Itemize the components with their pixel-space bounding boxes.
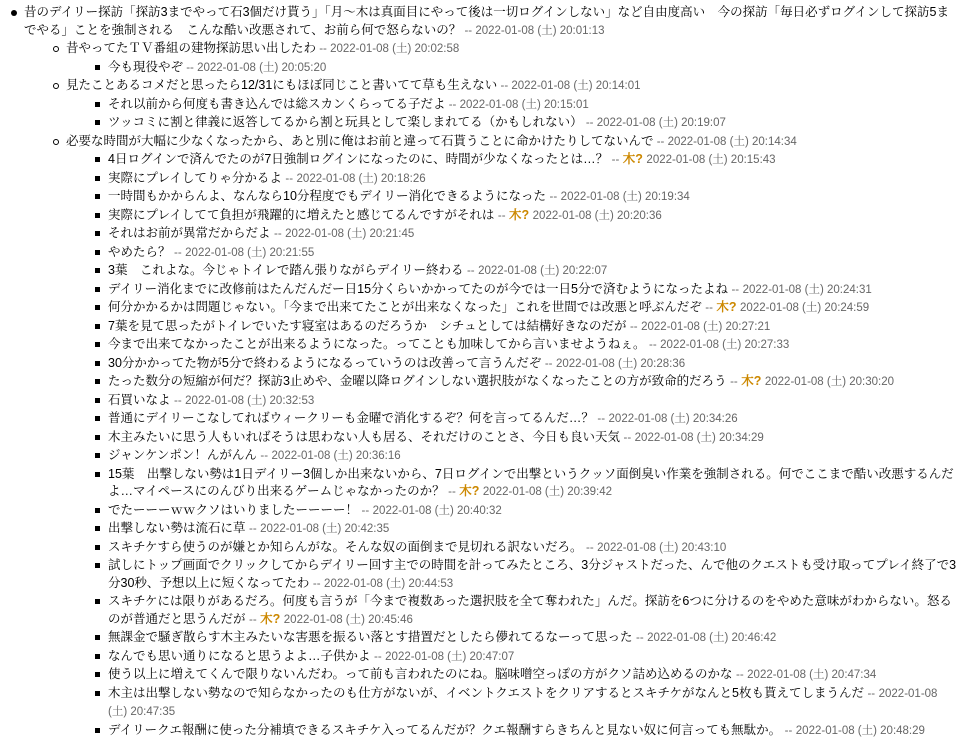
comment-text: スキチケすら使うのが嫌とか知らんがな。そんな奴の面倒まで見切れる訳ないだろ。 <box>108 539 583 554</box>
comment-item <box>92 188 957 207</box>
comment-item <box>92 299 957 318</box>
comment-timestamp: 2022-01-08 (土) 20:02:58 <box>330 43 460 55</box>
comment-item <box>50 40 957 77</box>
comment-author-mark: 木? <box>509 207 530 222</box>
comment-body <box>108 152 776 166</box>
comment-timestamp: 2022-01-08 (土) 20:21:45 <box>285 228 415 240</box>
comment-body <box>108 319 770 333</box>
comment-item <box>92 593 957 629</box>
comment-separator: -- <box>312 577 321 590</box>
comment-separator: -- <box>649 339 657 351</box>
comment-separator: -- <box>448 486 456 498</box>
comment-body <box>108 630 776 644</box>
comment-text: 試しにトップ画面でクリックしてからデイリー回す主での時間を計ってみたところ、3分ジャストだった、んで他のクエストも受け取ってプレイ終了で3分30秒、予想以上に短くなってたわ <box>108 558 957 590</box>
comment-item <box>92 207 957 226</box>
comment-separator: -- <box>705 302 713 314</box>
comment-body <box>108 686 937 719</box>
comment-separator: -- <box>731 283 740 296</box>
comment-text: 7葉を見て思ったがトイレでいたす寝室はあるのだろうか シチュとしては結構好きなのだが <box>108 318 627 333</box>
comment-body: 今も現役やぞ -- 2022-01-08 (土) 20:05:20 <box>108 59 327 74</box>
comment-item <box>92 648 957 667</box>
comment-timestamp: 2022-01-08 (土) 20:18:26 <box>296 172 426 185</box>
comment-body <box>108 263 607 277</box>
comment-body <box>108 411 738 425</box>
comment-item <box>92 318 957 337</box>
comment-separator: -- <box>867 687 876 700</box>
comment-item <box>92 447 957 466</box>
thread-level-3 <box>92 151 957 740</box>
comment-item <box>92 281 957 300</box>
comment-text: 普通にデイリーこなしてればウィークリーも金曜で消化するぞ？何を言ってるんだ…？ <box>108 411 594 425</box>
comment-separator: -- <box>636 632 644 644</box>
comment-item <box>92 114 957 133</box>
comment-separator: -- <box>249 613 257 626</box>
comment-body <box>108 300 869 314</box>
comment-separator: -- <box>784 724 793 737</box>
comment-separator: -- <box>730 376 738 388</box>
comment-timestamp: 2022-01-08 (土) 20:27:33 <box>660 339 790 351</box>
comment-timestamp: 2022-01-08 (土) 20:30:20 <box>764 376 894 388</box>
comment-text: デイリー消化までに改修前はたんだんだー日15分くらいかかってたのが今では一日5分で済むようになったよね <box>108 281 728 296</box>
comment-item <box>92 151 957 170</box>
comment-timestamp: 2022-01-08 (土) 20:48:29 <box>795 724 925 737</box>
comment-body: 必要な時間が大幅に少なくなったから、あと別に俺はお前と違って石貰うことに命かけたりしてないんで -- 2022-01-08 (土) 20:14:34 <box>66 133 797 148</box>
comment-timestamp: 2022-01-08 (土) 20:42:35 <box>260 523 390 535</box>
comment-text: それはお前が異常だからだよ <box>108 226 271 240</box>
comment-text: 木主みたいに思う人もいればそうは思わない人も居る、それだけのことさ、今日も良い天気 <box>108 429 621 444</box>
comment-item <box>92 520 957 539</box>
comment-separator: -- <box>285 172 294 185</box>
comment-separator: -- <box>623 431 632 444</box>
comment-text: 今まで出来てなかったことが出来るようになった。ってことも加味してから言いませようねぇ。 <box>108 337 646 351</box>
comment-text: 出撃しない勢は流石に草 <box>108 521 246 535</box>
comment-body: それ以前から何度も書き込んでは総スカンくらってる子だよ -- 2022-01-08 (土) 20:15:01 <box>108 96 589 111</box>
comment-item <box>92 722 957 741</box>
comment-body <box>108 356 685 370</box>
comment-text: 4日ログインで済んでたのが7日強制ログインになったのに、時間が少なくなったとは…？ <box>108 152 609 166</box>
comment-body <box>108 521 389 535</box>
comment-body <box>108 282 872 296</box>
comment-item <box>92 429 957 448</box>
comment-timestamp: 2022-01-08 (土) 20:22:07 <box>478 265 608 277</box>
comment-author-mark: 木? <box>459 484 480 498</box>
comment-body <box>108 467 954 499</box>
comment-author-mark: 木? <box>716 300 737 314</box>
comment-separator: -- <box>374 650 382 663</box>
comment-timestamp: 2022-01-08 (土) 20:24:31 <box>742 283 872 296</box>
comment-body <box>108 594 952 626</box>
root-comment <box>8 4 957 740</box>
comment-item <box>92 466 957 502</box>
comment-body <box>108 667 876 681</box>
thread-level-1 <box>8 4 957 740</box>
comment-separator: -- <box>466 265 475 277</box>
comment-timestamp: 2022-01-08 (土) 20:34:29 <box>634 431 764 444</box>
comment-separator: -- <box>544 357 553 370</box>
comment-separator: -- <box>597 413 606 425</box>
comment-item <box>92 539 957 558</box>
comment-body <box>108 226 414 240</box>
comment-timestamp: 2022-01-08 (土) 20:36:16 <box>271 450 401 462</box>
comment-body <box>108 558 956 590</box>
comment-text: 30分かかってた物が5分で終わるようになるっていうのは改善って言うんだぞ <box>108 355 542 370</box>
comment-timestamp: 2022-01-08 (土) 20:14:01 <box>511 80 641 92</box>
comment-text: 一時間もかからんよ、なんなら10分程度でもデイリー消化できるようになった <box>108 189 547 203</box>
thread-level-2 <box>50 40 957 740</box>
comment-body <box>108 503 502 517</box>
comment-item <box>92 355 957 374</box>
comment-timestamp: 2022-01-08 (土) 20:46:42 <box>647 632 777 644</box>
comment-item <box>92 666 957 685</box>
comment-text: デイリークエ報酬に使った分補填できるスキチケ入ってるんだが？クエ報酬すらきちんと見ない奴に何言っても無駄か。 <box>108 722 782 737</box>
comment-text: 何分かかるかは問題じゃない。「今まで出来てたことが出来なくなった」これを世間では改悪と呼ぶんだぞ <box>108 300 702 314</box>
comment-body: 昔やってたＴＶ番組の建物探訪思い出したわ -- 2022-01-08 (土) 20:02:58 <box>66 41 460 55</box>
comment-separator: -- <box>174 394 182 407</box>
comment-item <box>92 244 957 263</box>
comment-text: 石買いなよ <box>108 392 171 407</box>
comment-body: 見たことあるコメだと思ったら12/31にもほぼ同じこと書いてて草も生えない -- 2022-01-08 (土) 20:14:01 <box>66 78 641 92</box>
comment-timestamp: 2022-01-08 (土) 20:19:07 <box>596 117 726 129</box>
comment-item <box>92 502 957 521</box>
comment-body <box>108 649 514 663</box>
comment-text: なんでも思い通りになると思うよよ…子供かよ <box>108 648 371 663</box>
comment-timestamp: 2022-01-08 (土) 20:24:59 <box>740 302 870 314</box>
comment-text: 15葉 出撃しない勢は1日デイリー3個しか出来ないから、7日ログインで出撃というクッソ面倒臭い作業を強制される。何でここまで酷い改悪するんだよ…マイペースにのんびり出来るゲームじゃなかったのか？ <box>108 466 954 498</box>
comment-body <box>108 189 690 203</box>
comment-author-mark: 木? <box>741 374 762 388</box>
comment-body <box>108 245 314 259</box>
comment-timestamp: 2022-01-08 (土) 20:21:55 <box>185 246 315 259</box>
comment-separator: -- <box>549 191 558 203</box>
comment-text: 使う以上に増えてくんで限りないんだわ。って前も言われたのにね。脳味噌空っぽの方がクソ詰め込めるのかな <box>108 667 733 681</box>
comment-item <box>92 262 957 281</box>
comment-separator: -- <box>629 320 638 333</box>
comment-timestamp: 2022-01-08 (土) 20:14:34 <box>667 135 797 148</box>
comment-timestamp: 2022-01-08 (土) 20:32:53 <box>185 394 315 407</box>
comment-separator: -- <box>611 154 620 166</box>
comment-text: 無課金で騒ぎ散らす木主みたいな害悪を振るい落とす措置だとしたら儚れてるなーって思った <box>108 630 633 644</box>
comment-body <box>108 171 426 185</box>
comment-timestamp: 2022-01-08 (土) 20:34:26 <box>608 413 738 425</box>
comment-separator: -- <box>361 504 370 517</box>
comment-body <box>108 374 894 388</box>
comment-timestamp: 2022-01-08 (土) 20:40:32 <box>372 504 502 517</box>
comment-timestamp: 2022-01-08 (土) 20:01:13 <box>475 24 605 37</box>
comment-timestamp: 2022-01-08 (土) 20:45:46 <box>283 613 413 626</box>
comment-body: 昔のデイリー探訪「探訪3までやって石3個だけ貰う」「月～木は真面目にやって後は一切ログインしない」など自由度高い 今の探訪「毎日必ずログインして探訪5までやる」ことを強制される こんな酷い改悪されて、お前ら何で怒らないの？ -- 2022-01-08 (土) 20:01:13 <box>24 5 949 37</box>
comment-body <box>108 337 789 351</box>
comment-separator: -- <box>274 228 282 240</box>
comment-separator: -- <box>260 450 269 462</box>
comment-text: 実際にプレイしてて負担が飛躍的に増えたと感じてるんですがそれは <box>108 207 495 222</box>
comment-item <box>92 225 957 244</box>
comment-author-mark: 木? <box>622 152 643 166</box>
comment-body <box>108 430 764 444</box>
comment-body <box>108 393 314 407</box>
comment-item <box>92 373 957 392</box>
comment-text: ジャンケンポン！んがんん <box>108 448 257 462</box>
comment-separator: -- <box>249 523 257 535</box>
comment-item <box>92 410 957 429</box>
comment-body <box>108 723 925 737</box>
comment-timestamp: 2022-01-08 (土) 20:20:36 <box>532 209 662 222</box>
comment-item <box>92 336 957 355</box>
comment-body: ツッコミに割と律義に返答してるから割と玩具として楽しまれてる（かもしれない） -- 2022-01-08 (土) 20:19:07 <box>108 115 726 129</box>
comment-text: 木主は出撃しない勢なので知らなかったのも仕方がないが、イベントクエストをクリアするとスキチケがなんと5枚も貰えてしまうんだ <box>108 685 864 700</box>
comment-timestamp: 2022-01-08 (土) 20:44:53 <box>324 577 454 590</box>
comment-timestamp: 2022-01-08 (土) 20:27:21 <box>641 320 771 333</box>
comment-separator: -- <box>736 669 744 681</box>
comment-text: やめたら？ <box>108 244 171 259</box>
comment-timestamp: 2022-01-08 (土) 20:47:34 <box>747 669 877 681</box>
comment-body <box>108 448 401 462</box>
comment-item <box>92 685 957 722</box>
comment-item <box>92 59 957 78</box>
comment-text: 実際にプレイしてりゃ分かるよ <box>108 170 282 185</box>
comment-body <box>108 208 662 222</box>
comment-text: 3葉 これよな。今じゃトイレで踏ん張りながらデイリー終わる <box>108 263 464 277</box>
comment-author-mark: 木? <box>260 611 281 626</box>
comment-timestamp: 2022-01-08 (土) 20:47:35 <box>108 687 938 718</box>
comment-item <box>50 133 957 741</box>
comment-timestamp: 2022-01-08 (土) 20:05:20 <box>197 61 327 74</box>
comment-text: スキチケには限りがあるだろ。何度も言うが「今まで複数あった選択肢を全て奪われた」んだ。探訪を6つに分けるのをやめた意味がわからない。怒るのが普通だと思うんだが <box>108 594 952 626</box>
comment-text: たった数分の短縮が何だ？探訪3止めや、金曜以降ログインしない選択肢がなくなったことの方が致命的だろう <box>108 374 727 388</box>
comment-separator: -- <box>586 541 594 554</box>
comment-body <box>108 540 726 554</box>
thread-level-3 <box>92 96 957 133</box>
comment-item <box>92 392 957 411</box>
comment-item <box>50 77 957 133</box>
comment-item <box>92 170 957 189</box>
comment-item <box>92 557 957 593</box>
comment-timestamp: 2022-01-08 (土) 20:19:34 <box>560 191 690 203</box>
comment-separator: -- <box>174 246 182 259</box>
comment-timestamp: 2022-01-08 (土) 20:28:36 <box>556 357 686 370</box>
comment-separator: -- <box>497 209 506 222</box>
comment-timestamp: 2022-01-08 (土) 20:15:43 <box>646 154 776 166</box>
comment-separator: -- <box>464 24 473 37</box>
comment-item <box>92 629 957 648</box>
comment-timestamp: 2022-01-08 (土) 20:39:42 <box>482 486 613 498</box>
comment-timestamp: 2022-01-08 (土) 20:47:07 <box>385 650 515 663</box>
comment-item <box>92 96 957 115</box>
comment-timestamp: 2022-01-08 (土) 20:15:01 <box>459 98 589 111</box>
comment-timestamp: 2022-01-08 (土) 20:43:10 <box>597 541 727 554</box>
thread-level-3 <box>92 59 957 78</box>
comment-text: でたーーーｗｗクソはいりましたーーーー！ <box>108 502 359 517</box>
